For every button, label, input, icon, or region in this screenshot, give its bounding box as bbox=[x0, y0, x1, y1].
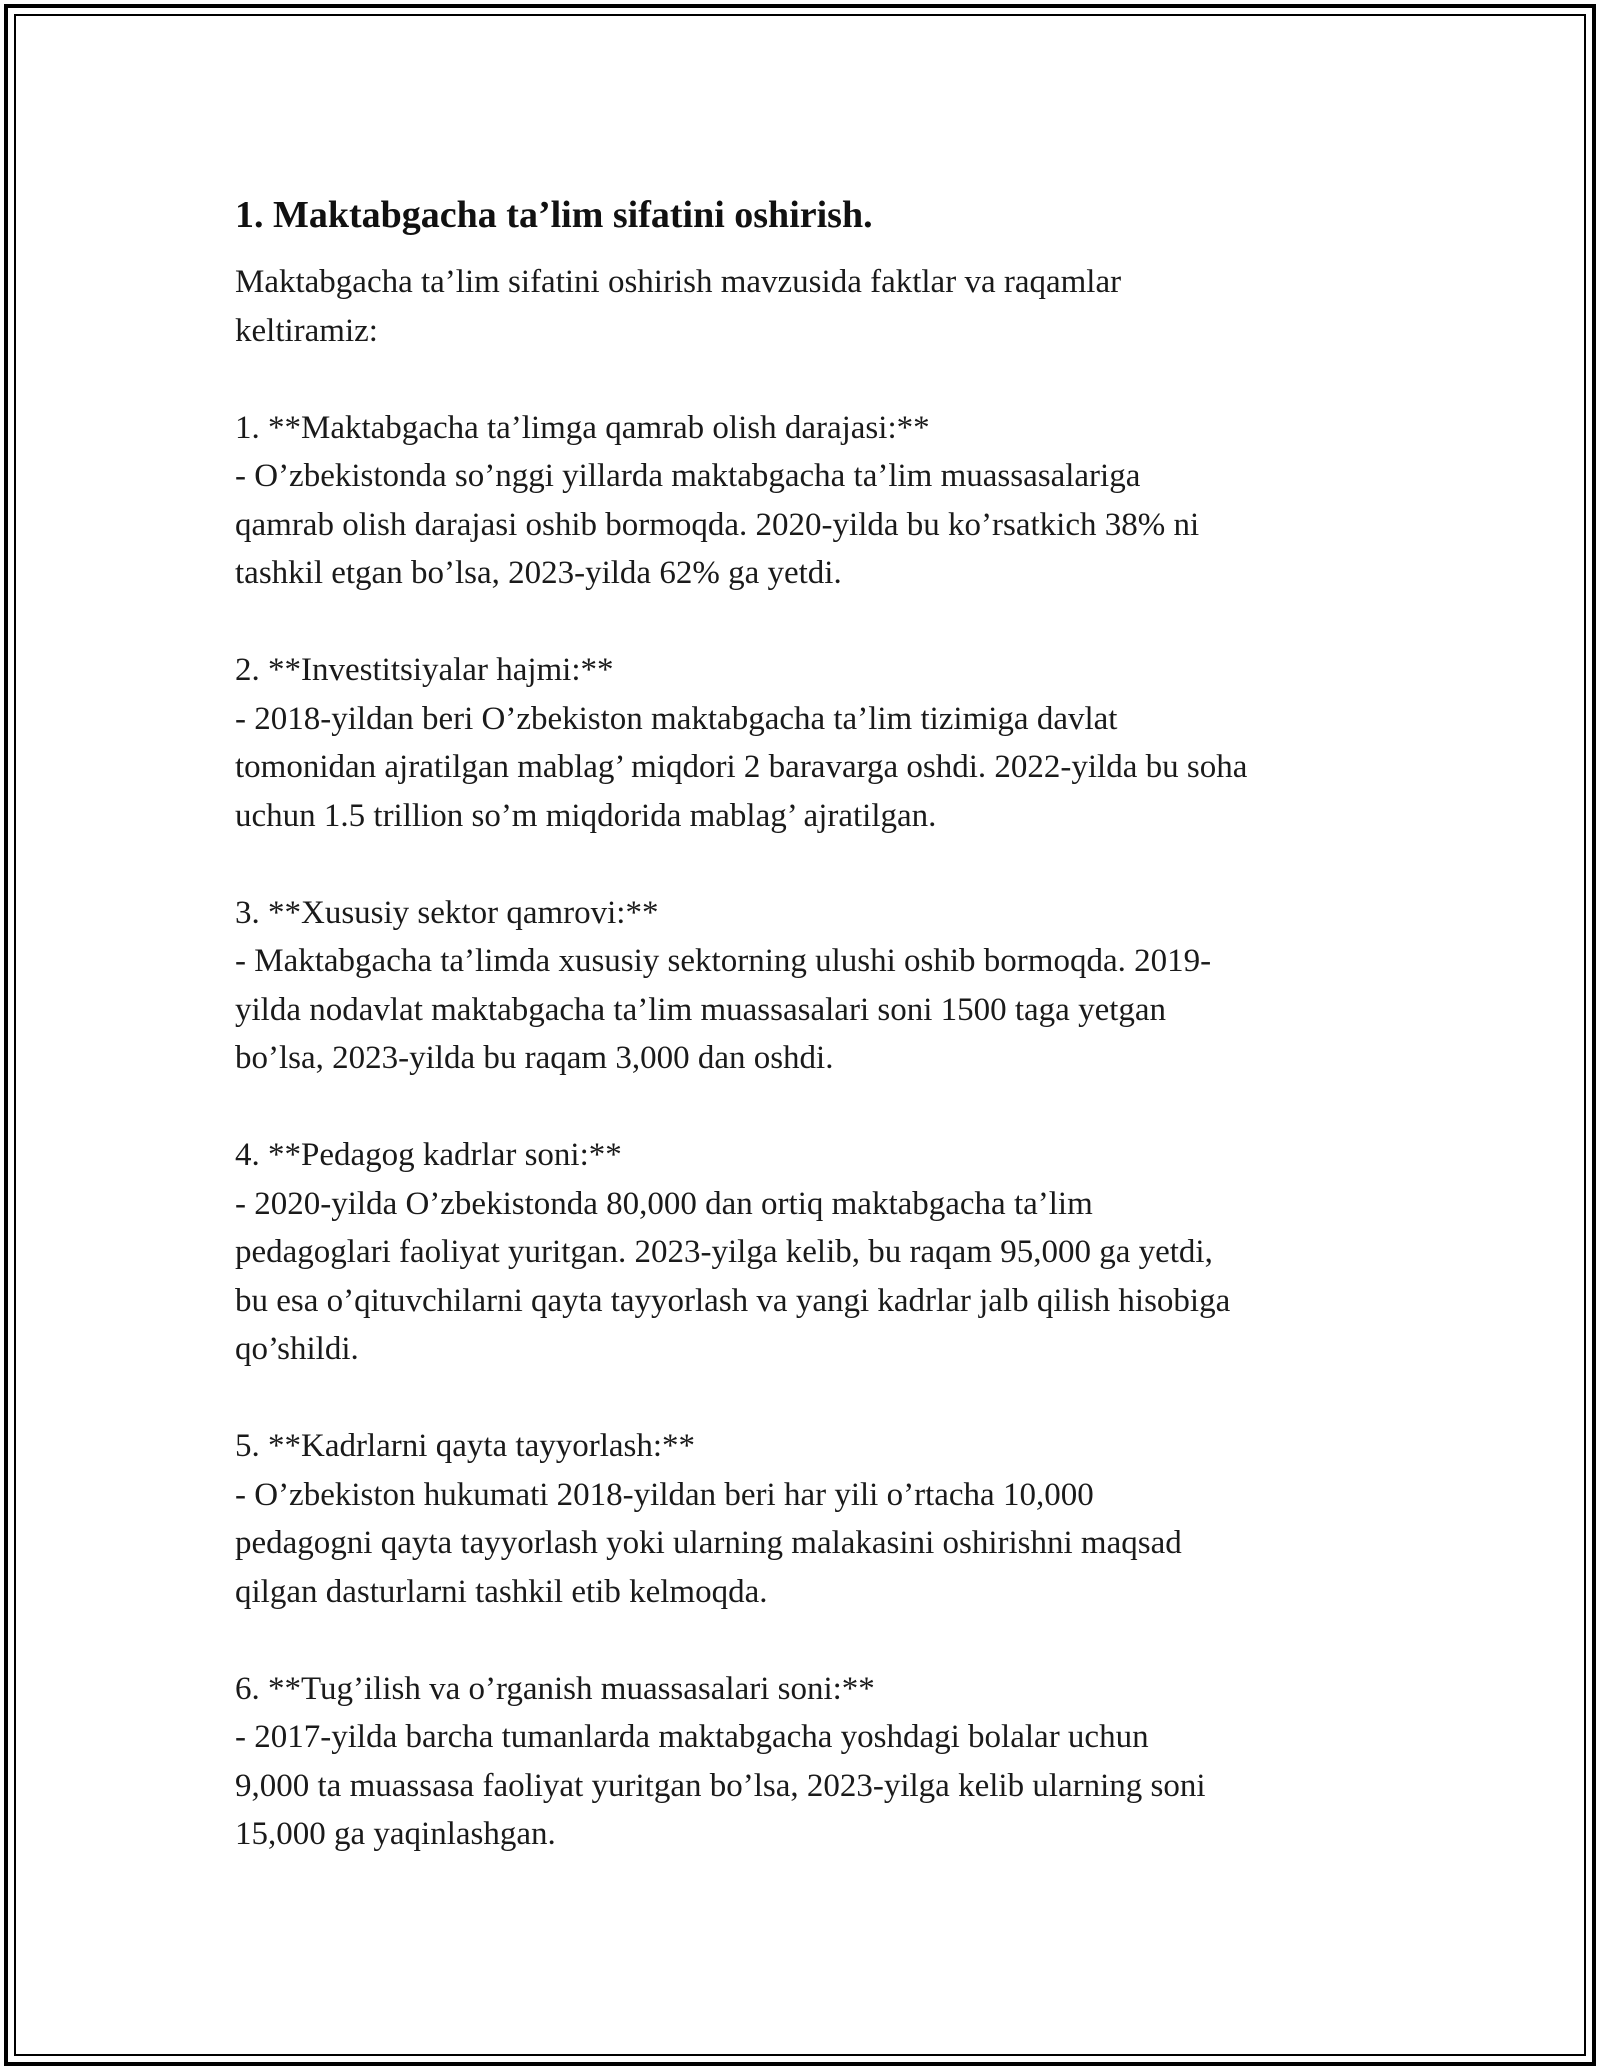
list-item bbox=[235, 1422, 1375, 1616]
intro-paragraph: Maktabgacha ta’lim sifatini oshirish mavzusida faktlar va raqamlar keltiramiz: bbox=[235, 264, 1122, 349]
list-item-body: - 2020-yilda O’zbekistonda 80,000 dan ortiq maktabgacha ta’lim pedagoglari faoliyat yuritgan. 2023-yilga kelib, bu raqam 95,000 ga yetdi, bu esa o’qituvchilarni qayta tayyorlash va yangi kadrlar jalb qilish hisobiga qo’shildi. bbox=[235, 1185, 1231, 1367]
list-item-body: - 2017-yilda barcha tumanlarda maktabgacha yoshdagi bolalar uchun 9,000 ta muassasa faoliyat yuritgan bo’lsa, 2023-yilga kelib ularning soni 15,000 ga yaqinlashgan. bbox=[235, 1719, 1206, 1852]
list-item-heading: 4. **Pedagog kadrlar soni:** bbox=[235, 1137, 622, 1173]
list-item-heading: 5. **Kadrlarni qayta tayyorlash:** bbox=[235, 1428, 696, 1464]
paragraph-gap bbox=[235, 1083, 1375, 1132]
list-item bbox=[235, 404, 1375, 598]
paragraph-gap bbox=[235, 840, 1375, 889]
list-item-body: - O’zbekistonda so’nggi yillarda maktabgacha ta’lim muassasalariga qamrab olish darajasi oshib bormoqda. 2020-yilda bu ko’rsatkich 38% ni tashkil etgan bo’lsa, 2023-yilda 62% ga yetdi. bbox=[235, 458, 1200, 591]
list-item bbox=[235, 1131, 1375, 1374]
list-item-heading: 1. **Maktabgacha ta’limga qamrab olish darajasi:** bbox=[235, 409, 930, 446]
paragraph-gap bbox=[235, 355, 1375, 404]
list-item-heading: 2. **Investitsiyalar hajmi:** bbox=[235, 652, 614, 688]
list-item bbox=[235, 646, 1375, 840]
list-item-body: - O’zbekiston hukumati 2018-yildan beri har yili o’rtacha 10,000 pedagogni qayta tayyorlash yoki ularning malakasini oshirishni maqsad qilgan dasturlarni tashkil etib kelmoqda. bbox=[235, 1476, 1182, 1610]
list-item-body: - 2018-yildan beri O’zbekiston maktabgacha ta’lim tizimiga davlat tomonidan ajratilgan mablag’ miqdori 2 baravarga oshdi. 2022-yilda bu soha uchun 1.5 trillion so’m miqdorida mablag’ ajratilgan. bbox=[235, 700, 1248, 834]
paragraph-gap bbox=[235, 1374, 1375, 1423]
list-item bbox=[235, 889, 1375, 1083]
document-body bbox=[235, 190, 1375, 1859]
paragraph-gap bbox=[235, 1616, 1375, 1665]
page-title: 1. Maktabgacha ta’lim sifatini oshirish. bbox=[235, 194, 873, 236]
list-item bbox=[235, 1665, 1375, 1859]
paragraph-gap bbox=[235, 598, 1375, 647]
list-item-body: - Maktabgacha ta’limda xususiy sektorning ulushi oshib bormoqda. 2019- yilda nodavlat maktabgacha ta’lim muassasalari soni 1500 taga yetgan bo’lsa, 2023-yilda bu raqam 3,000 dan oshdi. bbox=[235, 943, 1212, 1076]
list-item-heading: 6. **Tug’ilish va o’rganish muassasalari soni:** bbox=[235, 1670, 875, 1707]
list-item-heading: 3. **Xususiy sektor qamrovi:** bbox=[235, 894, 659, 931]
